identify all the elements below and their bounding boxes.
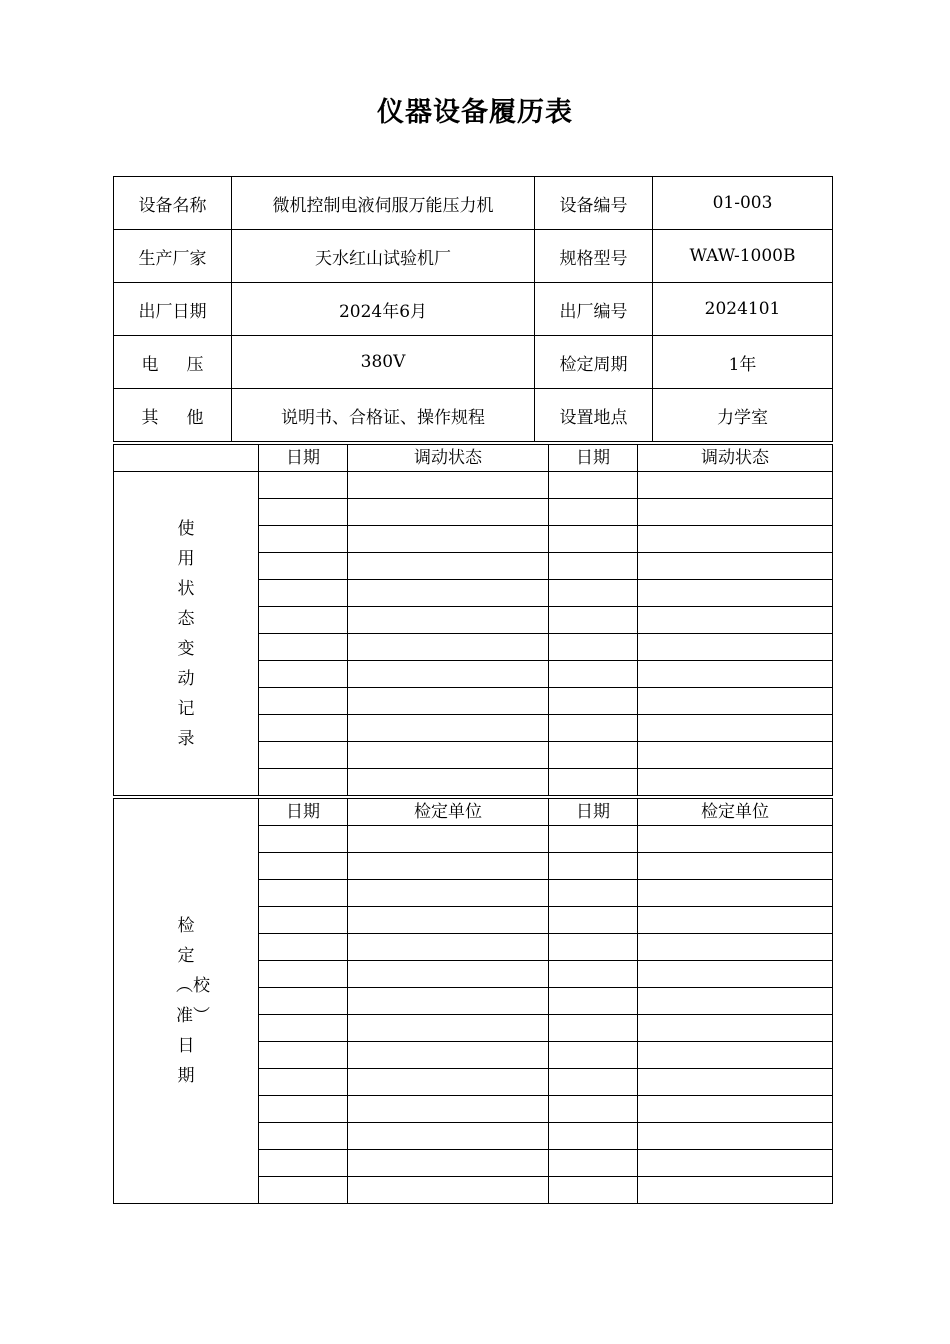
table-cell	[549, 880, 638, 907]
table-cell	[259, 961, 348, 988]
table-cell	[259, 634, 348, 661]
table-cell	[549, 934, 638, 961]
table-cell	[348, 1042, 549, 1069]
table-cell	[259, 1177, 348, 1204]
table-cell	[638, 907, 833, 934]
calibration-side-label	[114, 799, 259, 1204]
table-cell	[259, 1015, 348, 1042]
table-cell	[549, 826, 638, 853]
table-cell	[549, 580, 638, 607]
table-cell	[259, 553, 348, 580]
device-no-label: 设备编号	[535, 177, 653, 230]
table-cell	[549, 661, 638, 688]
table-cell	[638, 1042, 833, 1069]
cycle-value: 1年	[653, 336, 833, 389]
table-cell	[638, 580, 833, 607]
table-cell	[638, 1096, 833, 1123]
model-label: 规格型号	[535, 230, 653, 283]
table-cell	[348, 1150, 549, 1177]
voltage-value: 380V	[232, 336, 535, 389]
table-cell	[348, 853, 549, 880]
table-cell	[549, 907, 638, 934]
table-cell	[549, 715, 638, 742]
table-cell	[638, 1123, 833, 1150]
table-cell	[638, 742, 833, 769]
info-row	[114, 389, 833, 442]
manufacturer-label: 生产厂家	[114, 230, 232, 283]
table-cell	[549, 1150, 638, 1177]
table-cell	[549, 853, 638, 880]
table-cell	[549, 1096, 638, 1123]
table-cell	[549, 961, 638, 988]
table-cell	[549, 1042, 638, 1069]
table-cell	[549, 634, 638, 661]
table-cell	[259, 499, 348, 526]
calibration-header-row	[114, 799, 833, 826]
table-cell	[638, 961, 833, 988]
table-cell	[549, 499, 638, 526]
table-cell	[259, 880, 348, 907]
table-cell	[549, 526, 638, 553]
other-label-char: 其	[141, 407, 159, 428]
table-cell	[549, 769, 638, 796]
table-cell	[638, 934, 833, 961]
table-cell	[549, 1123, 638, 1150]
location-label: 设置地点	[535, 389, 653, 442]
voltage-label-char: 压	[186, 354, 204, 375]
usage-col-status: 调动状态	[638, 445, 833, 472]
table-cell	[348, 907, 549, 934]
table-cell	[259, 853, 348, 880]
location-value: 力学室	[653, 389, 833, 442]
table-cell	[348, 499, 549, 526]
table-cell	[638, 688, 833, 715]
table-cell	[259, 1042, 348, 1069]
table-cell	[259, 715, 348, 742]
table-cell	[348, 988, 549, 1015]
serial-label: 出厂编号	[535, 283, 653, 336]
calibration-col-date: 日期	[549, 799, 638, 826]
voltage-label	[114, 336, 232, 389]
table-cell	[638, 880, 833, 907]
table-cell	[259, 661, 348, 688]
usage-col-status: 调动状态	[348, 445, 549, 472]
table-cell	[638, 499, 833, 526]
table-cell	[549, 1015, 638, 1042]
table-cell	[259, 1096, 348, 1123]
device-name-value: 微机控制电液伺服万能压力机	[232, 177, 535, 230]
table-cell	[348, 553, 549, 580]
usage-col-date: 日期	[259, 445, 348, 472]
table-cell	[348, 634, 549, 661]
info-row	[114, 336, 833, 389]
table-row	[114, 472, 833, 499]
usage-corner-cell	[114, 445, 259, 472]
table-cell	[348, 526, 549, 553]
calibration-col-unit: 检定单位	[638, 799, 833, 826]
usage-side-label	[114, 472, 259, 796]
table-cell	[638, 634, 833, 661]
table-cell	[348, 880, 549, 907]
table-cell	[259, 988, 348, 1015]
table-cell	[638, 553, 833, 580]
table-cell	[638, 988, 833, 1015]
table-cell	[259, 907, 348, 934]
calibration-log-table	[113, 798, 833, 1204]
table-cell	[348, 934, 549, 961]
table-cell	[348, 742, 549, 769]
usage-header-row	[114, 445, 833, 472]
table-cell	[259, 526, 348, 553]
table-cell	[348, 1069, 549, 1096]
table-cell	[638, 1069, 833, 1096]
calibration-side-label-text: 检定︵校准︶日期	[176, 916, 210, 1086]
table-cell	[259, 742, 348, 769]
serial-value: 2024101	[653, 283, 833, 336]
table-cell	[638, 661, 833, 688]
other-label	[114, 389, 232, 442]
table-cell	[348, 1096, 549, 1123]
table-cell	[348, 715, 549, 742]
table-cell	[638, 1177, 833, 1204]
table-cell	[638, 1015, 833, 1042]
mfg-date-value: 2024年6月	[232, 283, 535, 336]
device-info-table	[113, 176, 833, 442]
other-label-char: 他	[186, 407, 204, 428]
table-cell	[348, 580, 549, 607]
table-cell	[549, 1177, 638, 1204]
table-cell	[259, 607, 348, 634]
model-value: WAW-1000B	[653, 230, 833, 283]
voltage-label-char: 电	[141, 354, 159, 375]
table-cell	[348, 1123, 549, 1150]
table-cell	[549, 988, 638, 1015]
table-cell	[549, 553, 638, 580]
table-cell	[259, 826, 348, 853]
table-cell	[638, 1150, 833, 1177]
cycle-label: 检定周期	[535, 336, 653, 389]
usage-col-date: 日期	[549, 445, 638, 472]
table-cell	[638, 607, 833, 634]
usage-side-label-text: 使用状态变动记录	[177, 518, 195, 749]
table-cell	[259, 1150, 348, 1177]
table-cell	[259, 688, 348, 715]
table-cell	[638, 853, 833, 880]
info-row	[114, 283, 833, 336]
table-cell	[348, 961, 549, 988]
table-cell	[348, 1015, 549, 1042]
calibration-col-unit: 检定单位	[348, 799, 549, 826]
table-cell	[549, 607, 638, 634]
device-no-value: 01-003	[653, 177, 833, 230]
table-cell	[348, 1177, 549, 1204]
page-title: 仪器设备履历表	[377, 97, 573, 128]
table-cell	[549, 688, 638, 715]
info-row	[114, 177, 833, 230]
table-cell	[259, 472, 348, 499]
mfg-date-label: 出厂日期	[114, 283, 232, 336]
table-cell	[259, 769, 348, 796]
table-cell	[259, 934, 348, 961]
usage-log-table	[113, 444, 833, 796]
table-cell	[638, 769, 833, 796]
manufacturer-value: 天水红山试验机厂	[232, 230, 535, 283]
table-cell	[638, 526, 833, 553]
table-cell	[638, 715, 833, 742]
other-value: 说明书、合格证、操作规程	[232, 389, 535, 442]
table-cell	[259, 1069, 348, 1096]
table-cell	[549, 1069, 638, 1096]
device-name-label: 设备名称	[114, 177, 232, 230]
table-cell	[348, 826, 549, 853]
table-cell	[259, 580, 348, 607]
table-cell	[549, 472, 638, 499]
table-cell	[348, 607, 549, 634]
table-cell	[348, 661, 549, 688]
table-cell	[348, 688, 549, 715]
table-cell	[348, 769, 549, 796]
table-cell	[348, 472, 549, 499]
table-cell	[549, 742, 638, 769]
info-row	[114, 230, 833, 283]
calibration-col-date: 日期	[259, 799, 348, 826]
table-cell	[638, 826, 833, 853]
table-cell	[638, 472, 833, 499]
table-cell	[259, 1123, 348, 1150]
